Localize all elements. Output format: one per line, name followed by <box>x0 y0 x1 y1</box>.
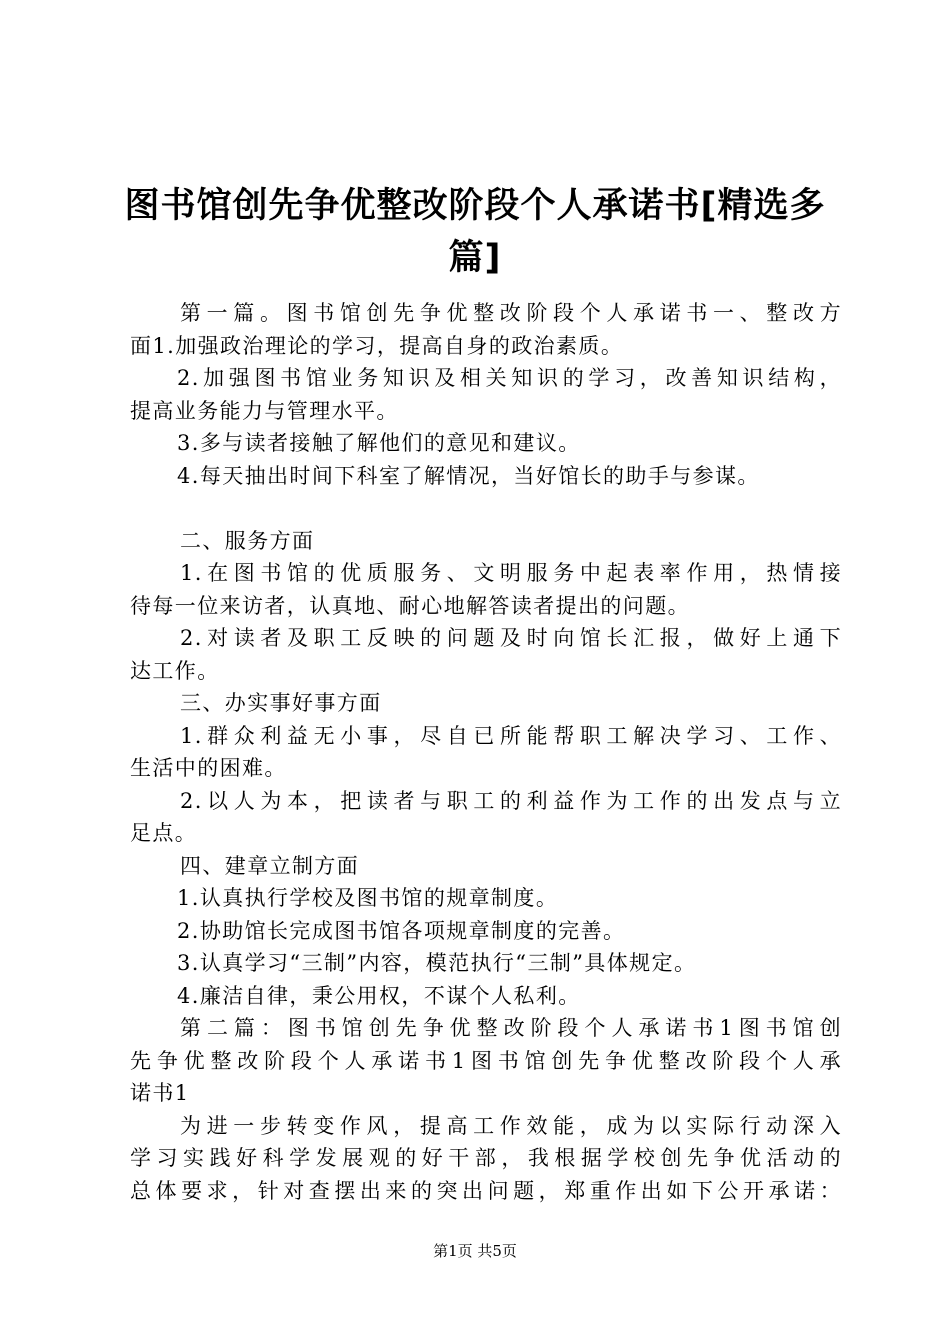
document-body <box>130 297 842 1207</box>
paragraph-line: 面1.加强政治理论的学习，提高自身的政治素质。 <box>130 333 624 358</box>
blank-line <box>130 492 842 525</box>
paragraph-line: 2.加强图书馆业务知识及相关知识的学习，改善知识结构， <box>177 366 842 390</box>
page-footer <box>0 1241 950 1261</box>
paragraph-line: 1.认真执行学校及图书馆的规章制度。 <box>177 886 559 910</box>
paragraph-line: 诺书1 <box>130 1081 190 1105</box>
page-number: 第1页 共5页 <box>433 1242 517 1260</box>
paragraph-line: 4.每天抽出时间下科室了解情况，当好馆长的助手与参谋。 <box>177 463 760 488</box>
paragraph-line: 4.廉洁自律，秉公用权，不谋个人私利。 <box>177 983 581 1008</box>
section-heading: 三、办实事好事方面 <box>180 691 382 715</box>
paragraph-line: 生活中的困难。 <box>130 756 287 780</box>
paragraph-line: 先争优整改阶段个人承诺书1图书馆创先争优整改阶段个人承 <box>130 1048 842 1073</box>
paragraph-line: 2.协助馆长完成图书馆各项规章制度的完善。 <box>177 918 626 943</box>
paragraph-line: 总体要求，针对查摆出来的突出问题，郑重作出如下公开承诺： <box>130 1178 842 1203</box>
paragraph-line: 1.在图书馆的优质服务、文明服务中起表率作用，热情接 <box>180 561 842 585</box>
paragraph-line: 1.群众利益无小事，尽自已所能帮职工解决学习、工作、 <box>180 723 842 748</box>
paragraph-line: 待每一位来访者，认真地、耐心地解答读者提出的问题。 <box>130 593 690 618</box>
paragraph-line: 达工作。 <box>130 658 220 683</box>
section-heading: 四、建章立制方面 <box>180 853 360 878</box>
paragraph-line: 学习实践好科学发展观的好干部，我根据学校创先争优活动的 <box>130 1146 842 1170</box>
paragraph-line: 提高业务能力与管理水平。 <box>130 398 399 423</box>
paragraph-line: 第二篇：图书馆创先争优整改阶段个人承诺书1图书馆创 <box>180 1016 842 1040</box>
paragraph-line: 3.多与读者接触了解他们的意见和建议。 <box>177 431 581 455</box>
paragraph-line: 为进一步转变作风，提高工作效能，成为以实际行动深入 <box>180 1113 842 1138</box>
document-title <box>110 180 840 284</box>
paragraph-line: 第一篇。图书馆创先争优整改阶段个人承诺书一、整改方 <box>180 301 842 325</box>
title-line-1: 图书馆创先争优整改阶段个人承诺书[精选多 <box>124 186 826 226</box>
paragraph-line: 足点。 <box>130 821 198 845</box>
title-line-2: 篇] <box>448 238 502 278</box>
section-heading: 二、服务方面 <box>180 528 315 553</box>
paragraph-line: 2.对读者及职工反映的问题及时向馆长汇报，做好上通下 <box>180 626 842 650</box>
paragraph-line: 3.认真学习“三制”内容，模范执行“三制”具体规定。 <box>177 951 697 975</box>
paragraph-line: 2.以人为本，把读者与职工的利益作为工作的出发点与立 <box>180 788 842 813</box>
